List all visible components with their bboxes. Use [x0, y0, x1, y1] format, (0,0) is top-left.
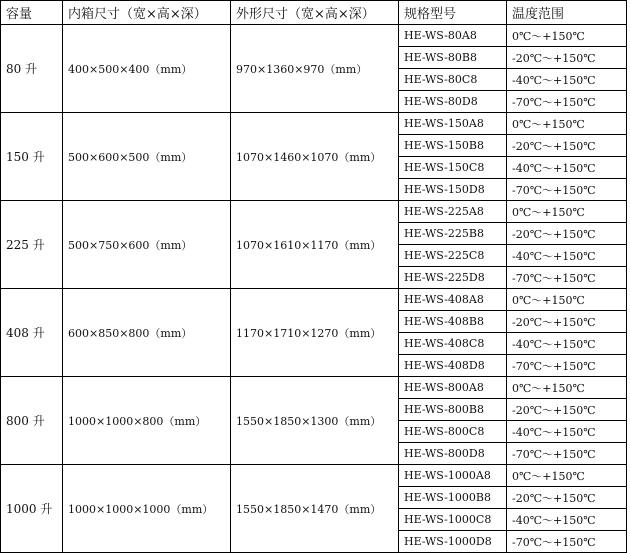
table-row — [1, 25, 627, 47]
inner-size-cell: 500×600×500（mm） — [63, 113, 231, 201]
capacity-cell: 1000 升 — [1, 465, 63, 553]
temp-range-cell: -20℃～+150℃ — [507, 311, 627, 333]
temp-range-cell: -20℃～+150℃ — [507, 223, 627, 245]
header-row — [1, 1, 627, 25]
temp-range-cell: -40℃～+150℃ — [507, 245, 627, 267]
model-cell: HE-WS-1000D8 — [399, 531, 507, 553]
header-capacity: 容量 — [1, 1, 63, 25]
temp-range-cell: 0℃～+150℃ — [507, 25, 627, 47]
temp-range-cell: -70℃～+150℃ — [507, 355, 627, 377]
table-row — [1, 289, 627, 311]
temp-range-cell: -70℃～+150℃ — [507, 531, 627, 553]
model-cell: HE-WS-225C8 — [399, 245, 507, 267]
model-cell: HE-WS-225D8 — [399, 267, 507, 289]
model-cell: HE-WS-408C8 — [399, 333, 507, 355]
model-cell: HE-WS-800C8 — [399, 421, 507, 443]
header-inner-size: 内箱尺寸（宽×高×深） — [63, 1, 231, 25]
model-cell: HE-WS-150B8 — [399, 135, 507, 157]
outer-size-cell: 1550×1850×1300（mm） — [231, 377, 399, 465]
temp-range-cell: -70℃～+150℃ — [507, 267, 627, 289]
temp-range-cell: 0℃～+150℃ — [507, 465, 627, 487]
model-cell: HE-WS-225B8 — [399, 223, 507, 245]
outer-size-cell: 970×1360×970（mm） — [231, 25, 399, 113]
temp-range-cell: -70℃～+150℃ — [507, 91, 627, 113]
outer-size-cell: 1550×1850×1470（mm） — [231, 465, 399, 553]
header-model: 规格型号 — [399, 1, 507, 25]
inner-size-cell: 600×850×800（mm） — [63, 289, 231, 377]
temp-range-cell: 0℃～+150℃ — [507, 201, 627, 223]
model-cell: HE-WS-408A8 — [399, 289, 507, 311]
model-cell: HE-WS-1000C8 — [399, 509, 507, 531]
table-row — [1, 465, 627, 487]
table-row — [1, 113, 627, 135]
temp-range-cell: -40℃～+150℃ — [507, 509, 627, 531]
model-cell: HE-WS-150D8 — [399, 179, 507, 201]
temp-range-cell: -20℃～+150℃ — [507, 135, 627, 157]
model-cell: HE-WS-80B8 — [399, 47, 507, 69]
temp-range-cell: -40℃～+150℃ — [507, 157, 627, 179]
capacity-cell: 225 升 — [1, 201, 63, 289]
capacity-cell: 800 升 — [1, 377, 63, 465]
temp-range-cell: -40℃～+150℃ — [507, 421, 627, 443]
model-cell: HE-WS-150C8 — [399, 157, 507, 179]
temp-range-cell: -40℃～+150℃ — [507, 69, 627, 91]
model-cell: HE-WS-800D8 — [399, 443, 507, 465]
model-cell: HE-WS-1000A8 — [399, 465, 507, 487]
temp-range-cell: -70℃～+150℃ — [507, 179, 627, 201]
inner-size-cell: 1000×1000×1000（mm） — [63, 465, 231, 553]
header-outer-size: 外形尺寸（宽×高×深） — [231, 1, 399, 25]
temp-range-cell: -40℃～+150℃ — [507, 333, 627, 355]
temp-range-cell: 0℃～+150℃ — [507, 113, 627, 135]
model-cell: HE-WS-408D8 — [399, 355, 507, 377]
model-cell: HE-WS-225A8 — [399, 201, 507, 223]
model-cell: HE-WS-80A8 — [399, 25, 507, 47]
model-cell: HE-WS-80D8 — [399, 91, 507, 113]
temp-range-cell: -20℃～+150℃ — [507, 399, 627, 421]
temp-range-cell: 0℃～+150℃ — [507, 377, 627, 399]
temp-range-cell: -20℃～+150℃ — [507, 487, 627, 509]
inner-size-cell: 400×500×400（mm） — [63, 25, 231, 113]
capacity-cell: 80 升 — [1, 25, 63, 113]
temp-range-cell: -70℃～+150℃ — [507, 443, 627, 465]
outer-size-cell: 1170×1710×1270（mm） — [231, 289, 399, 377]
model-cell: HE-WS-1000B8 — [399, 487, 507, 509]
inner-size-cell: 500×750×600（mm） — [63, 201, 231, 289]
table-row — [1, 201, 627, 223]
model-cell: HE-WS-80C8 — [399, 69, 507, 91]
temp-range-cell: 0℃～+150℃ — [507, 289, 627, 311]
table-row — [1, 377, 627, 399]
capacity-cell: 408 升 — [1, 289, 63, 377]
spec-body — [1, 25, 627, 553]
outer-size-cell: 1070×1460×1070（mm） — [231, 113, 399, 201]
inner-size-cell: 1000×1000×800（mm） — [63, 377, 231, 465]
model-cell: HE-WS-800A8 — [399, 377, 507, 399]
model-cell: HE-WS-800B8 — [399, 399, 507, 421]
model-cell: HE-WS-150A8 — [399, 113, 507, 135]
model-cell: HE-WS-408B8 — [399, 311, 507, 333]
temp-range-cell: -20℃～+150℃ — [507, 47, 627, 69]
outer-size-cell: 1070×1610×1170（mm） — [231, 201, 399, 289]
header-temp-range: 温度范围 — [507, 1, 627, 25]
capacity-cell: 150 升 — [1, 113, 63, 201]
